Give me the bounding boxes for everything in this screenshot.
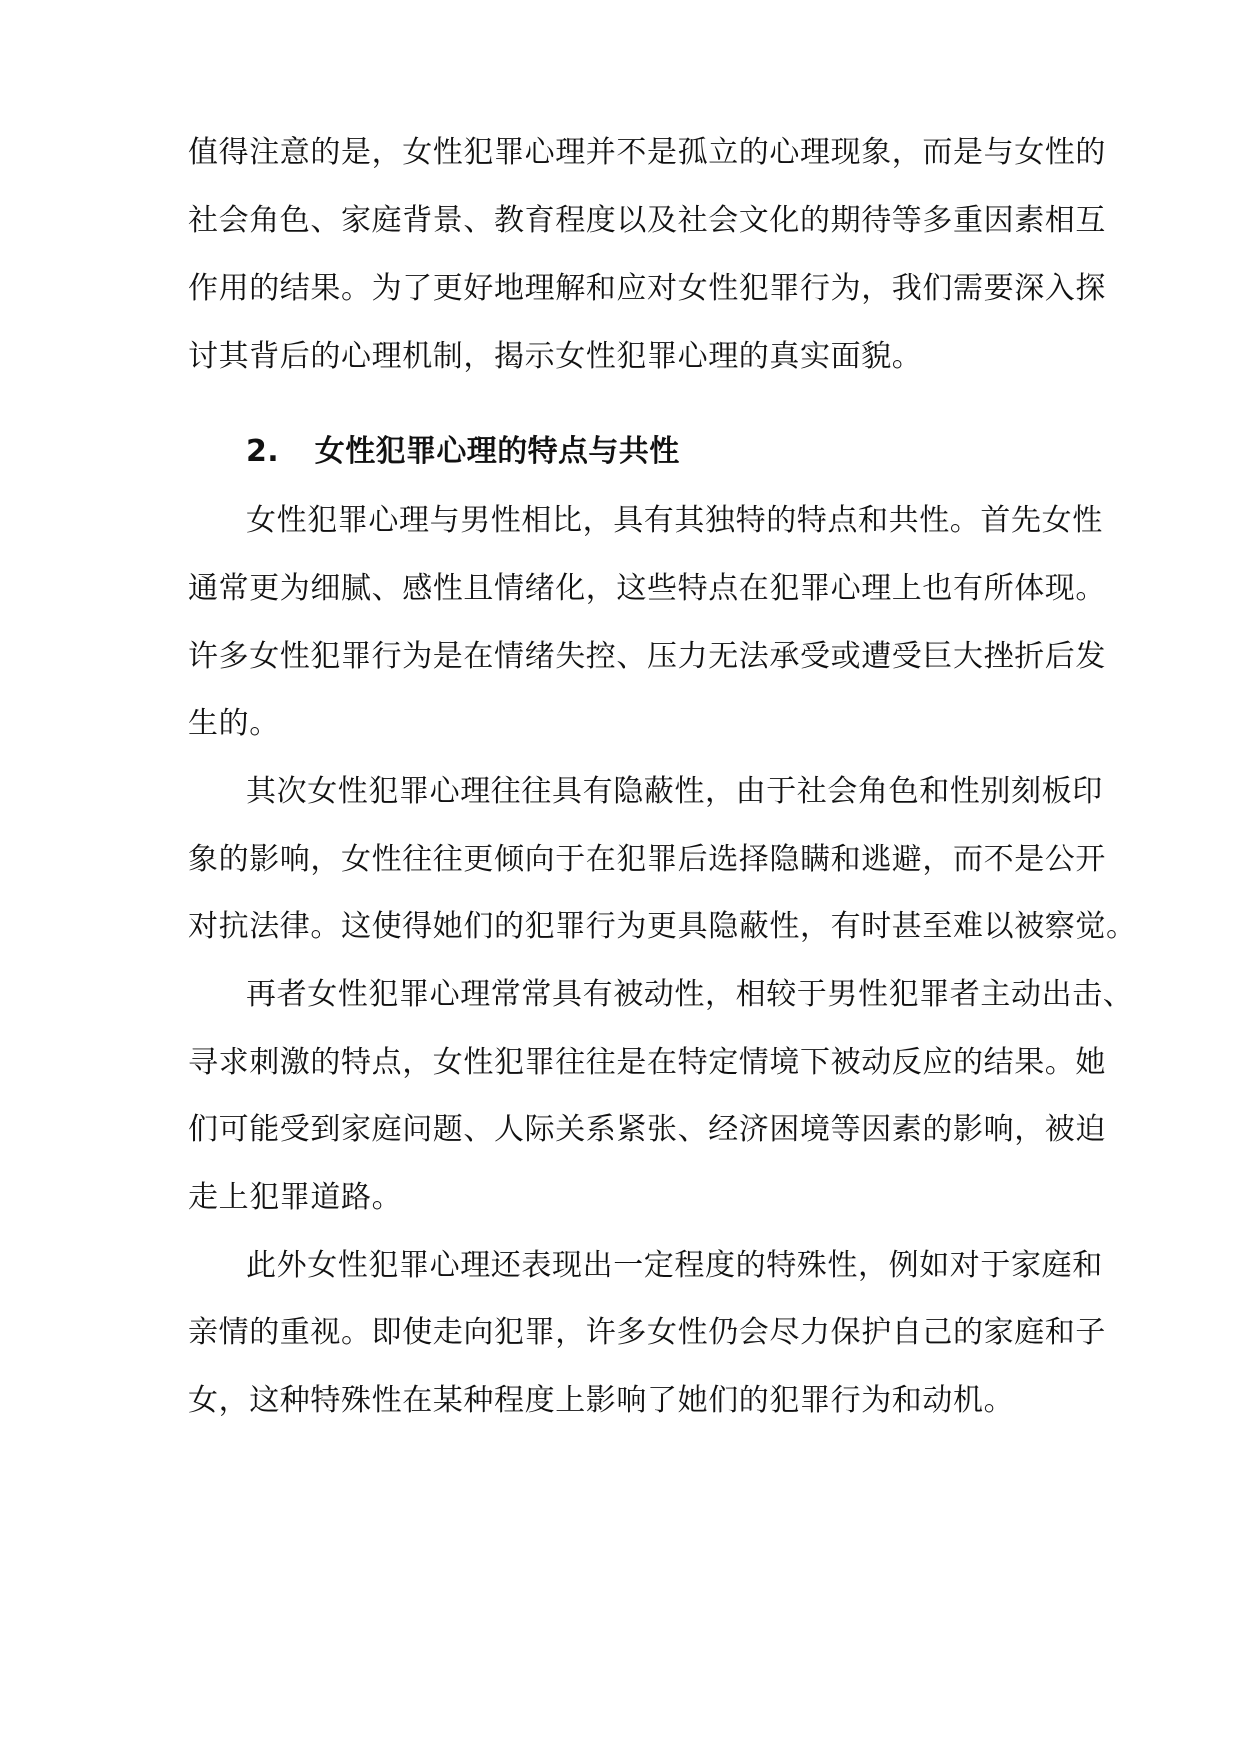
paragraph-line: 们可能受到家庭问题、人际关系紧张、经济困境等因素的影响，被迫 <box>188 1112 1106 1147</box>
paragraph-line: 许多女性犯罪行为是在情绪失控、压力无法承受或遭受巨大挫折后发 <box>188 639 1106 674</box>
paragraph-line: 社会角色、家庭背景、教育程度以及社会文化的期待等多重因素相互 <box>188 203 1106 238</box>
paragraph-line: 象的影响，女性往往更倾向于在犯罪后选择隐瞒和逃避，而不是公开 <box>188 842 1106 877</box>
paragraph-line: 女，这种特殊性在某种程度上影响了她们的犯罪行为和动机。 <box>188 1383 1015 1418</box>
paragraph-line: 寻求刺激的特点，女性犯罪往往是在特定情境下被动反应的结果。她 <box>188 1045 1106 1080</box>
paragraph-line: 亲情的重视。即使走向犯罪，许多女性仍会尽力保护自己的家庭和子 <box>188 1315 1106 1350</box>
paragraph-line: 女性犯罪心理与男性相比，具有其独特的特点和共性。首先女性 <box>246 503 1103 538</box>
paragraph-line: 再者女性犯罪心理常常具有被动性，相较于男性犯罪者主动出击、 <box>246 977 1134 1012</box>
paragraph-line: 此外女性犯罪心理还表现出一定程度的特殊性，例如对于家庭和 <box>246 1248 1103 1283</box>
section-number: 2. <box>246 434 280 469</box>
paragraph-line: 讨其背后的心理机制，揭示女性犯罪心理的真实面貌。 <box>188 339 923 374</box>
section-heading <box>246 432 680 472</box>
paragraph-line: 作用的结果。为了更好地理解和应对女性犯罪行为，我们需要深入探 <box>188 271 1106 306</box>
paragraph-line: 其次女性犯罪心理往往具有隐蔽性，由于社会角色和性别刻板印 <box>246 774 1103 809</box>
section-title: 女性犯罪心理的特点与共性 <box>314 434 680 469</box>
paragraph-line: 值得注意的是，女性犯罪心理并不是孤立的心理现象，而是与女性的 <box>188 135 1106 170</box>
paragraph-line: 生的。 <box>188 706 280 741</box>
paragraph-line: 通常更为细腻、感性且情绪化，这些特点在犯罪心理上也有所体现。 <box>188 571 1106 606</box>
paragraph-line: 对抗法律。这使得她们的犯罪行为更具隐蔽性，有时甚至难以被察觉。 <box>188 909 1137 944</box>
paragraph-line: 走上犯罪道路。 <box>188 1180 403 1215</box>
